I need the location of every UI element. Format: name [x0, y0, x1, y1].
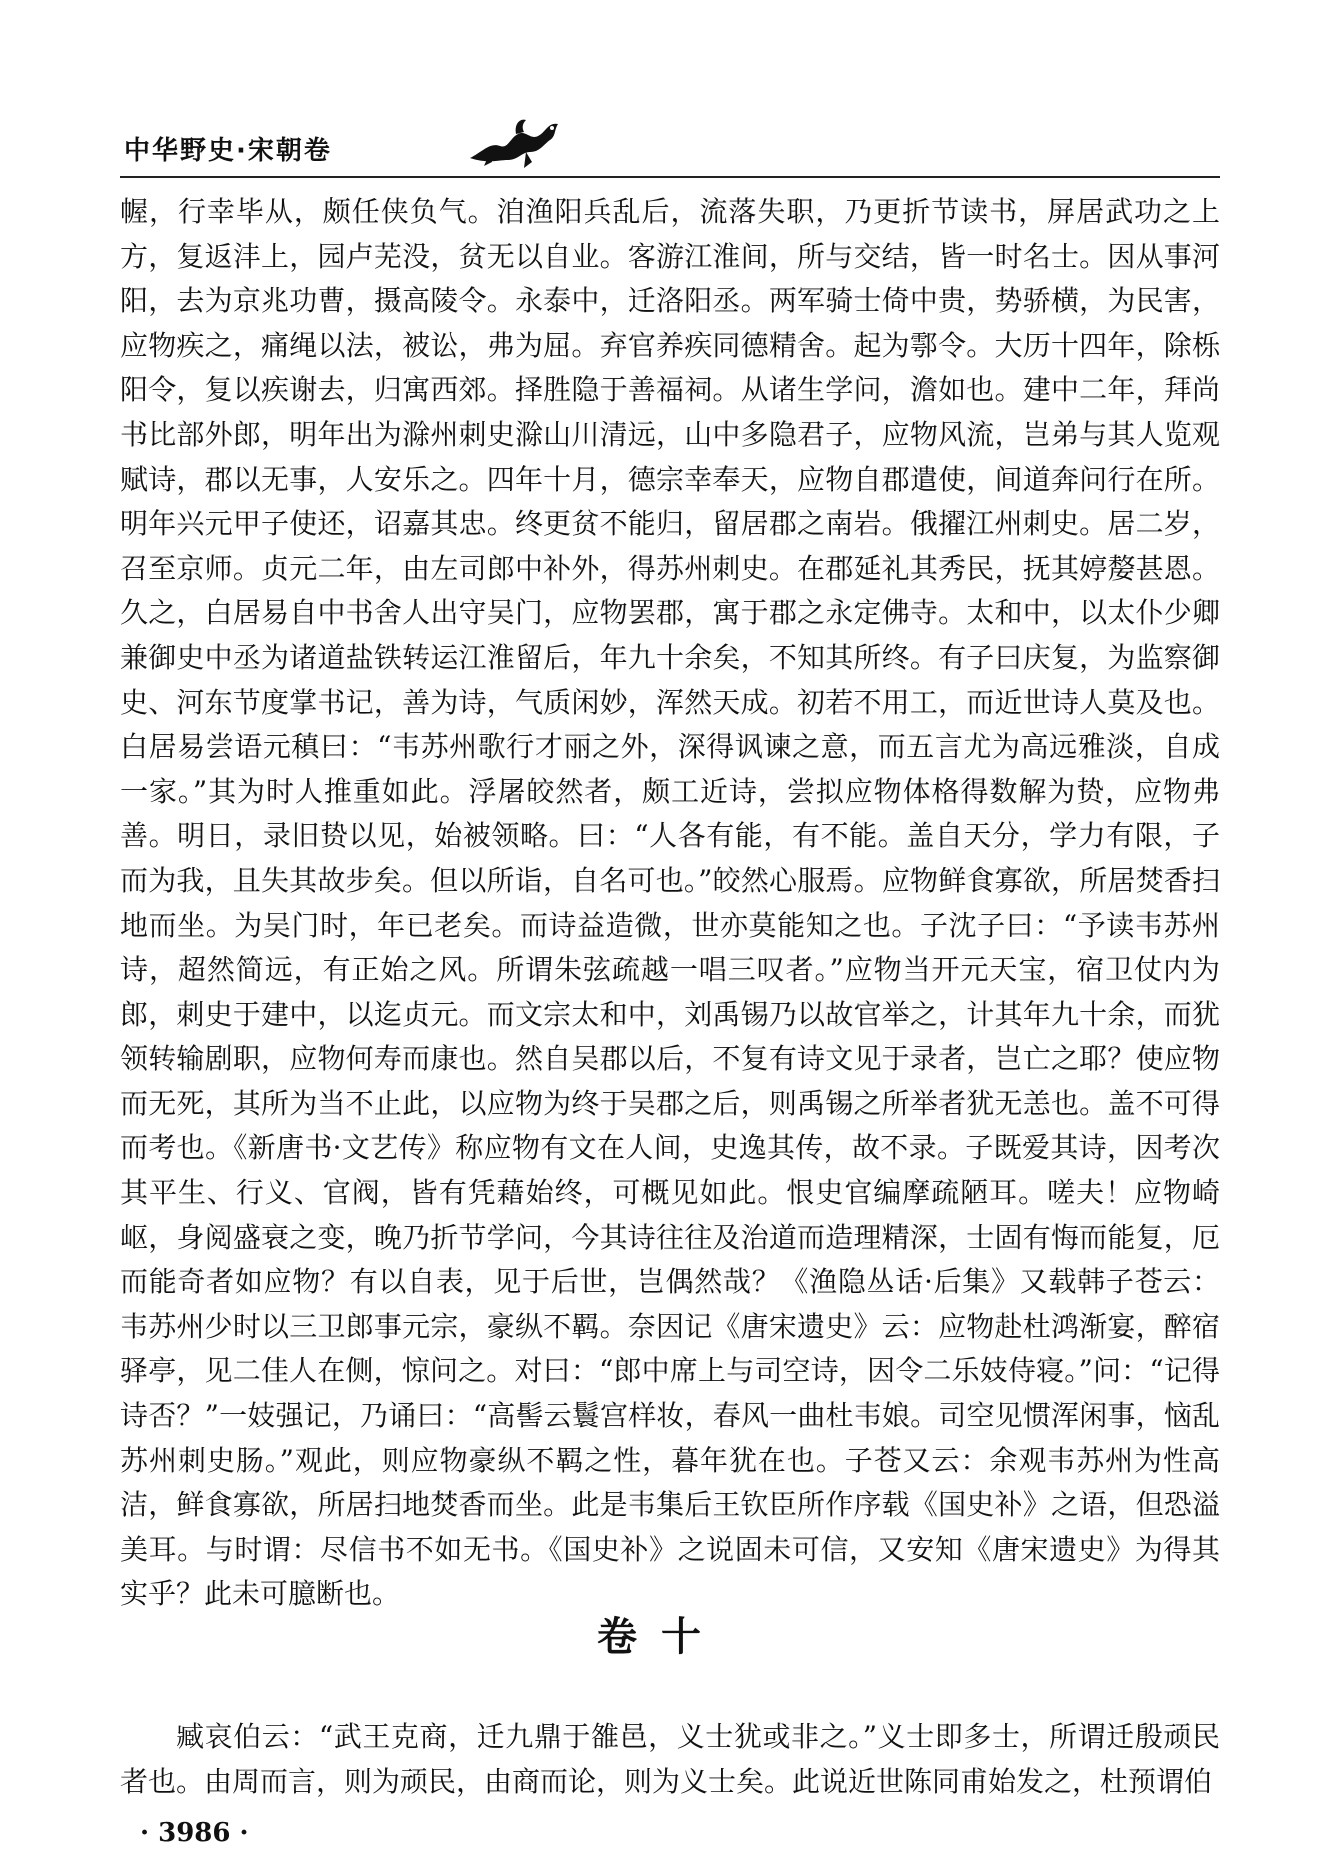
- header-rule: [120, 176, 1220, 178]
- running-header: [120, 112, 1220, 172]
- chapter-text: [120, 1715, 1220, 1804]
- chapter-title: 卷十: [597, 1614, 725, 1660]
- chapter-paragraph: 臧哀伯云：“武王克商，迁九鼎于雒邑，义士犹或非之。”义士即多士，所谓迁殷顽民者也。由周而言，则为顽民，由商而论，则为义士矣。此说近世陈同甫始发之，杜预谓伯: [120, 1720, 1220, 1798]
- dragon-emblem-icon: [460, 112, 570, 172]
- main-text: [120, 190, 1220, 1617]
- main-paragraph: 幄，行幸毕从，颇任侠负气。洎渔阳兵乱后，流落失职，乃更折节读书，屏居武功之上方，复返沣上，园卢芜没，贫无以自业。客游江淮间，所与交结，皆一时名士。因从事河阳，去为京兆功曹，摄高陵令。永泰中，迁洛阳丞。两军骑士倚中贵，势骄横，为民害，应物疾之，痛绳以法，被讼，弗为屈。弃官养疾同德精舍。起为鄠令。大历十四年，除栎阳令，复以疾谢去，归寓西郊。择胜隐于善福祠。从诸生学问，澹如也。建中二年，拜尚书比部外郎，明年出为滁州刺史滁山川清远，山中多隐君子，应物风流，岂弟与其人览观赋诗，郡以无事，人安乐之。四年十月，德宗幸奉天，应物自郡遣使，间道奔问行在所。明年兴元甲子使还，诏嘉其忠。终更贫不能归，留居郡之南岩。俄擢江州刺史。居二岁，召至京师。贞元二年，由左司郎中补外，得苏州刺史。在郡延礼其秀民，抚其婷嫠甚恩。久之，白居易自中书舍人出守吴门，应物罢郡，寓于郡之永定佛寺。太和中，以太仆少卿兼御史中丞为诸道盐铁转运江淮留后，年九十余矣，不知其所终。有子曰庆复，为监察御史、河东节度掌书记，善为诗，气质闲妙，浑然天成。初若不用工，而近世诗人莫及也。白居易尝语元稹曰：“韦苏州歌行才丽之外，深得讽谏之意，而五言尤为高远雅淡，自成一家。”其为时人推重如此。浮屠皎然者，颇工近诗，尝拟应物体格得数解为贽，应物弗善。明日，录旧贽以见，始被领略。曰：“人各有能，有不能。盖自天分，学力有限，子而为我，且失其故步矣。但以所诣，自名可也。”皎然心服焉。应物鲜食寡欲，所居焚香扫地而坐。为吴门时，年已老矣。而诗益造微，世亦莫能知之也。子沈子曰：“予读韦苏州诗，超然简远，有正始之风。所谓朱弦疏越一唱三叹者。”应物当开元天宝，宿卫仗内为郎，刺史于建中，以迄贞元。而文宗太和中，刘禹锡乃以故官举之，计其年九十余，而犹领转输剧职，应物何寿而康也。然自吴郡以后，不复有诗文见于录者，岂亡之耶？使应物而无死，其所为当不止此，以应物为终于吴郡之后，则禹锡之所举者犹无恙也。盖不可得而考也。《新唐书·文艺传》称应物有文在人间，史逸其传，故不录。子既爱其诗，因考次其平生、行义、官阀，皆有凭藉始终，可概见如此。恨史官编摩疏陋耳。嗟夫！应物崎岖，身阅盛衰之变，晚乃折节学问，今其诗往往及治道而造理精深，士固有悔而能复，厄而能奇者如应物？有以自表，见于后世，岂偶然哉？《渔隐丛话·后集》又载韩子苍云：韦苏州少时以三卫郎事元宗，豪纵不羁。奈因记《唐宋遗史》云：应物赴杜鸿渐宴，醉宿驿亭，见二佳人在侧，惊问之。对曰：“郎中席上与司空诗，因令二乐妓侍寝。”问：“记得诗否？”一妓强记，乃诵曰：“高髻云鬟宫样妆，春风一曲杜韦娘。司空见惯浑闲事，恼乱苏州刺史肠。”观此，则应物豪纵不羁之性，暮年犹在也。子苍又云：余观韦苏州为性高洁，鲜食寡欲，所居扫地焚香而坐。此是韦集后王钦臣所作序载《国史补》之语，但恐溢美耳。与时谓：尽信书不如无书。《国史补》之说固未可信，又安知《唐宋遗史》为得其实乎？此未可臆断也。: [120, 195, 1220, 1611]
- book-title: 中华野史·宋朝卷: [124, 136, 332, 166]
- page-number: · 3986 ·: [140, 1818, 249, 1848]
